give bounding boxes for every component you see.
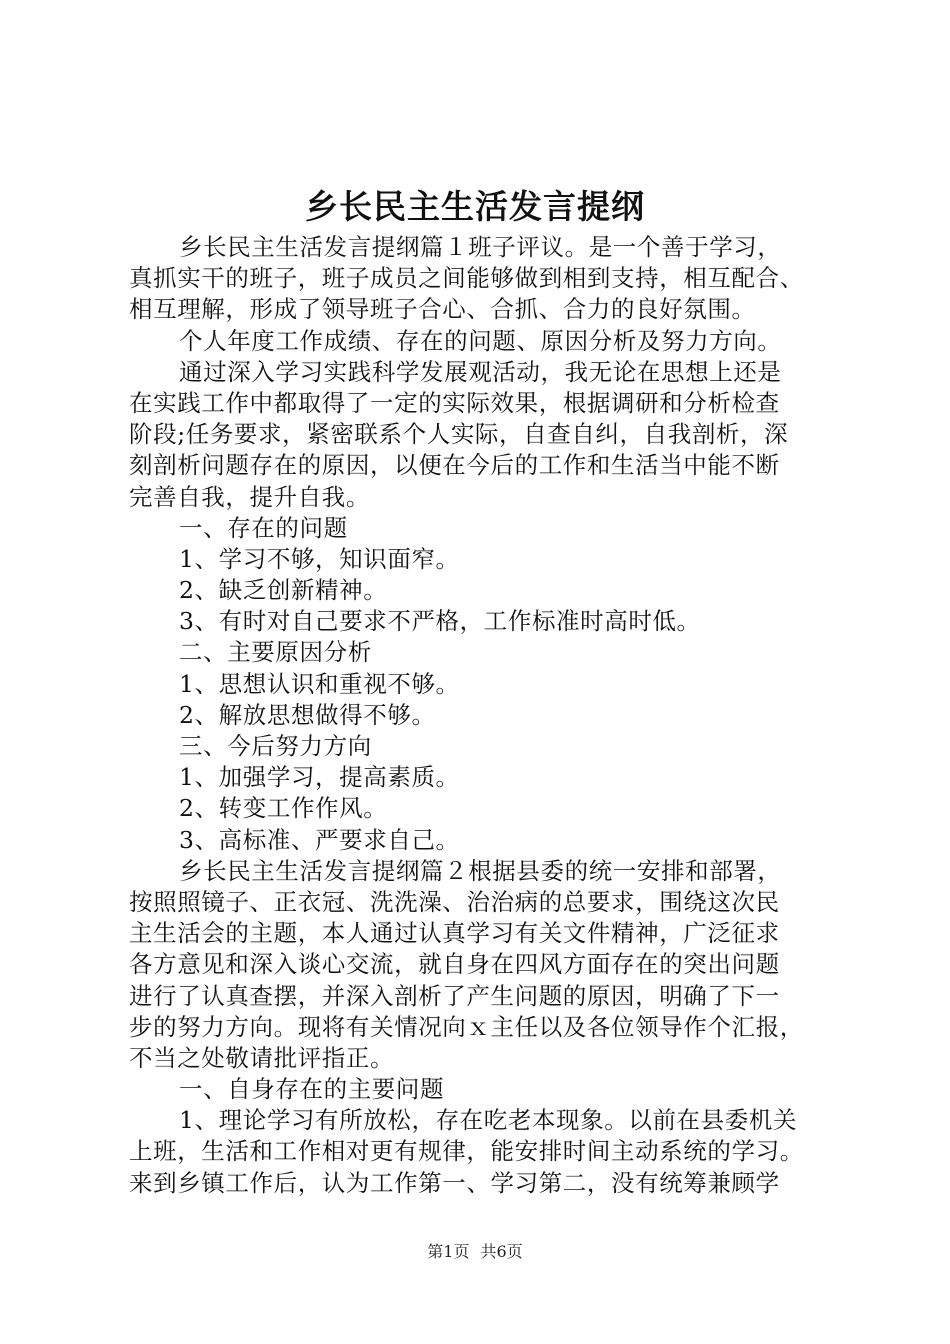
text-line: 按照照镜子、正衣冠、洗洗澡、治治病的总要求，围绕这次民 [129,887,780,916]
page-number: 第1页 [427,1242,470,1261]
text-line: 3、有时对自己要求不严格，工作标准时高时低。 [179,607,701,636]
document-body [129,232,829,1199]
text-line: 刻剖析问题存在的原因，以便在今后的工作和生活当中能不断 [129,451,780,480]
text-line: 来到乡镇工作后，认为工作第一、学习第二，没有统筹兼顾学 [129,1168,780,1197]
text-line: 一、存在的问题 [179,513,348,542]
text-line: 三、今后努力方向 [179,732,372,760]
text-line: 个人年度工作成绩、存在的问题、原因分析及努力方向。 [179,326,782,355]
text-line: 完善自我，提升自我。 [129,482,370,511]
text-line: 1、思想认识和重视不够。 [179,669,460,698]
text-line: 乡长民主生活发言提纲篇１班子评议。是一个善于学习， [179,233,782,261]
text-line: 3、高标准、严要求自己。 [179,825,460,854]
text-line: 各方意见和深入谈心交流，就自身在四风方面存在的突出问题 [129,950,780,979]
text-line: 进行了认真查摆，并深入剖析了产生问题的原因，明确了下一 [129,981,780,1010]
text-line: 阶段;任务要求，紧密联系个人实际，自查自纠，自我剖析，深 [129,420,789,449]
text-line: 一、自身存在的主要问题 [179,1075,445,1104]
text-line: 2、解放思想做得不够。 [179,700,436,729]
text-line: 通过深入学习实践科学发展观活动，我无论在思想上还是 [179,357,782,386]
text-line: 2、转变工作作风。 [179,794,388,823]
text-line: 不当之处敬请批评指正。 [129,1043,395,1072]
page-footer [0,1240,950,1264]
text-line: 主生活会的主题，本人通过认真学习有关文件精神，广泛征求 [129,919,780,948]
text-line: 1、学习不够，知识面窄。 [179,544,460,573]
text-line: 1、加强学习，提高素质。 [179,763,460,792]
page-total: 共6页 [480,1242,523,1261]
text-line: 步的努力方向。现将有关情况向ｘ主任以及各位领导作个汇报， [129,1012,804,1041]
text-line: 乡长民主生活发言提纲篇２根据县委的统一安排和部署， [179,856,782,885]
document-title: 乡长民主生活发言提纲 [305,187,645,226]
text-line: 二、主要原因分析 [179,638,372,667]
text-line: 在实践工作中都取得了一定的实际效果，根据调研和分析检查 [129,388,780,417]
text-line: 相互理解，形成了领导班子合心、合抓、合力的良好氛围。 [129,295,756,324]
text-line: 真抓实干的班子，班子成员之间能够做到相到支持，相互配合、 [129,264,804,293]
text-line: 上班，生活和工作相对更有规律，能安排时间主动系统的学习。 [129,1137,804,1166]
text-line: 1、理论学习有所放松，存在吃老本现象。以前在县委机关 [179,1106,798,1135]
text-line: 2、缺乏创新精神。 [179,576,388,605]
